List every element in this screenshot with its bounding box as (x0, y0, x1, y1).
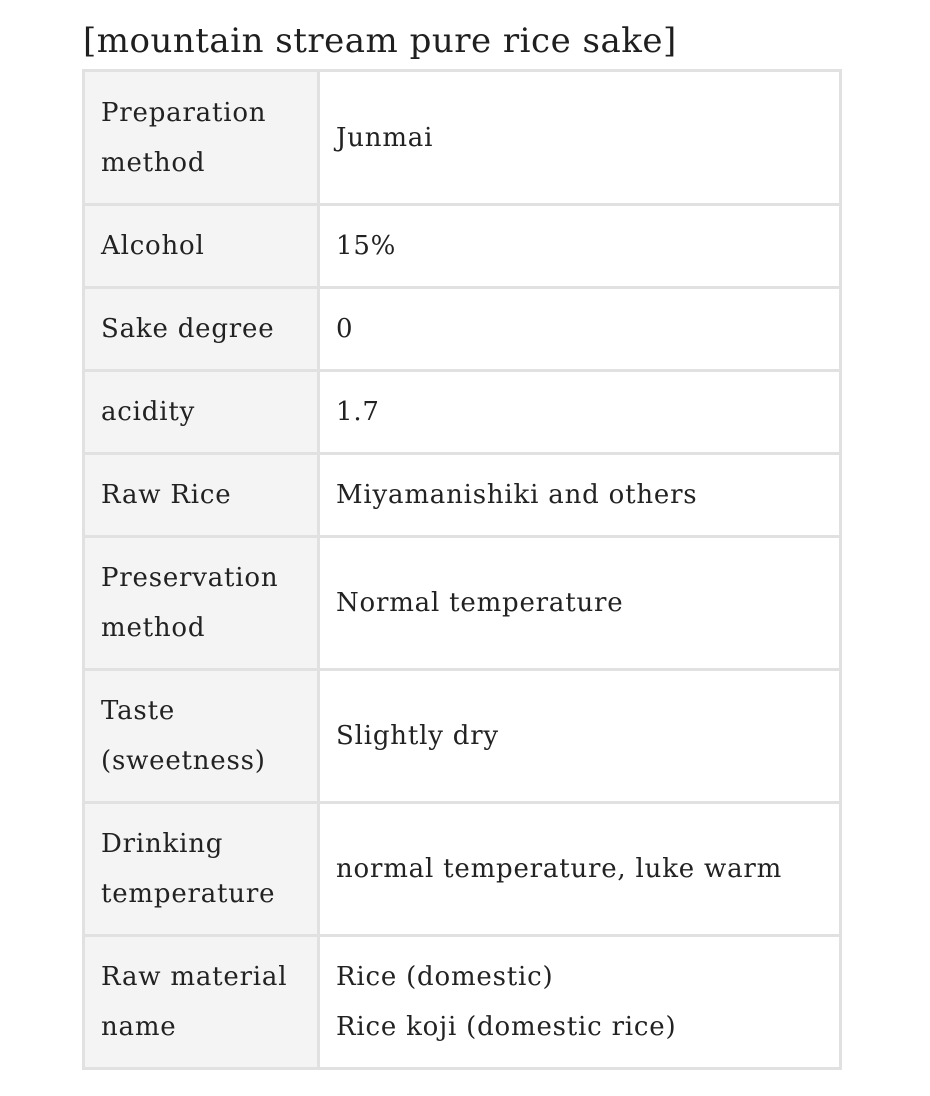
row-value (319, 205, 841, 288)
row-value (319, 371, 841, 454)
table-row (84, 454, 841, 537)
value-line: Slightly dry (336, 721, 499, 751)
row-label (84, 537, 319, 670)
label-line: method (101, 613, 206, 643)
value-line: normal temperature, luke warm (336, 854, 783, 884)
page-title: [mountain stream pure rice sake] (83, 21, 677, 61)
table-row (84, 371, 841, 454)
table-row (84, 936, 841, 1069)
table-row (84, 803, 841, 936)
row-value (319, 537, 841, 670)
table-row (84, 71, 841, 205)
row-value (319, 454, 841, 537)
label-line: Raw Rice (101, 480, 232, 510)
label-line: method (101, 147, 206, 178)
row-value (319, 71, 841, 205)
label-line: Preservation (101, 563, 279, 593)
row-value (319, 936, 841, 1069)
sake-spec-table (82, 69, 842, 1070)
value-line: Junmai (336, 122, 434, 153)
table-row (84, 537, 841, 670)
row-label (84, 288, 319, 371)
label-line: Raw material (101, 962, 288, 992)
value-line: 1.7 (336, 397, 380, 427)
row-label (84, 454, 319, 537)
value-line: 0 (336, 314, 354, 344)
label-line: acidity (101, 397, 196, 427)
row-value (319, 288, 841, 371)
label-line: name (101, 1012, 177, 1042)
label-line: Sake degree (101, 314, 275, 344)
row-label (84, 803, 319, 936)
value-line: Rice koji (domestic rice) (336, 1012, 677, 1042)
row-value (319, 670, 841, 803)
row-label (84, 71, 319, 205)
label-line: Alcohol (101, 231, 205, 261)
label-line: (sweetness) (101, 746, 266, 776)
value-line: 15% (336, 231, 397, 261)
table-row (84, 670, 841, 803)
table-row (84, 205, 841, 288)
row-value (319, 803, 841, 936)
row-label (84, 936, 319, 1069)
value-line: Normal temperature (336, 588, 624, 618)
value-line: Miyamanishiki and others (336, 480, 698, 510)
row-label (84, 670, 319, 803)
row-label (84, 205, 319, 288)
table-row (84, 288, 841, 371)
label-line: Preparation (101, 97, 267, 128)
label-line: temperature (101, 879, 276, 909)
value-line: Rice (domestic) (336, 962, 554, 992)
label-line: Taste (101, 696, 176, 726)
label-line: Drinking (101, 829, 224, 859)
row-label (84, 371, 319, 454)
